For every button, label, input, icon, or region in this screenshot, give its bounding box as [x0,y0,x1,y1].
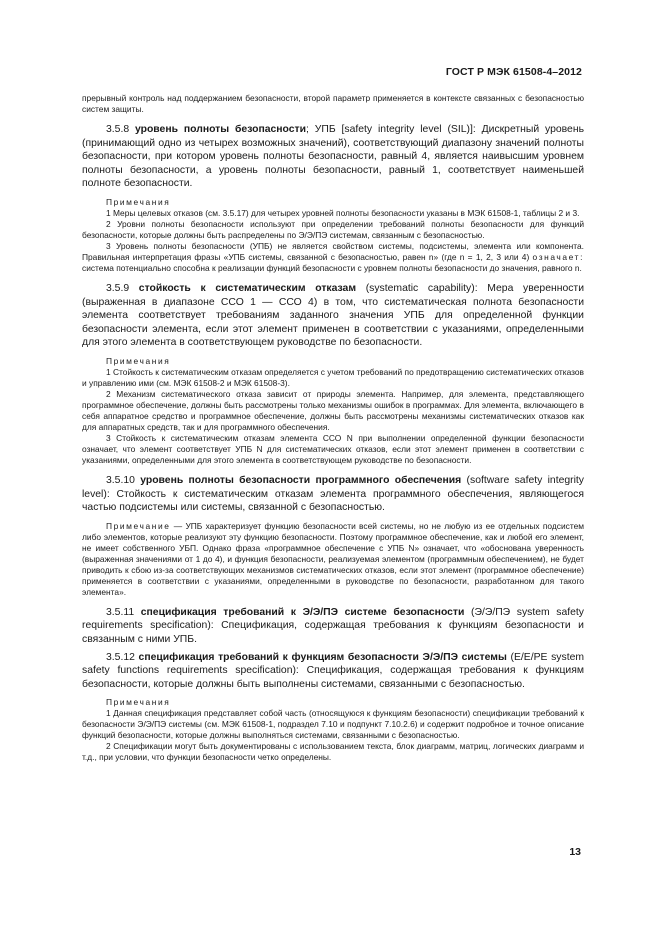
clause-3-5-8 [82,123,584,191]
clause-3-5-11 [82,606,584,647]
clause-term: уровень полноты безопасности [134,124,307,135]
note-item: 2 Механизм систематического отказа зависит от природы элемента. Например, для элемента, представляющего программное обеспечение, должны быть рассмотрены только механизмы ошибок в программах. Для элемента, включающего в себя аппаратное средство и программное обеспечение, должны быть рассмотрены механизмы систематических отказов как для аппаратных средств, так и для программного обеспечения. [82,388,584,432]
standard-header: ГОСТ Р МЭК 61508-4–2012 [445,66,582,78]
clause-definition: (Э/Э/ПЭ system safety requirements specification): Спецификация, содержащая требования к функциям безопасности и связанным с ними УПБ. [82,606,584,645]
note-text: 3 Уровень полноты безопасности (УПБ) не является свойством системы, подсистемы, элемента или компонента. Правильная интерпретация фразы «УПБ системы, связанной с безопасностью, равен n» (где n = 1, 2, 3 или 4) [82,240,584,262]
clause-definition: (systematic capability): Мера уверенности (выраженная в диапазоне ССО 1 — ССО 4) в том, что систематическая полнота безопасности элемента соответствует требованиям заданного значения УПБ для определенной функции безопасности элемента, если этот элемент применен в соответствии с указаниями, определенными для этого элемента в соответствующем руководстве по безопасности. [82,282,584,349]
note-item [82,241,584,274]
clause-number: 3.5.8 [106,124,135,135]
note-heading: Примечание [106,520,171,531]
note-item [82,521,584,598]
clause-term: стойкость к систематическим отказам [138,282,357,294]
notes-heading: Примечания [106,355,171,366]
clause-number: 3.5.10 [106,474,141,486]
clause-term: спецификация требований к функциям безопасности Э/Э/ПЭ системы [138,651,507,663]
clause-term: уровень полноты безопасности программного обеспечения [140,474,462,486]
continued-paragraph: прерывный контроль над поддержанием безопасности, второй параметр применяется в контексте связанных с безопасностью систем защиты. [82,93,584,114]
clause-term: спецификация требований к Э/Э/ПЭ системе безопасности [140,606,465,618]
note-item: 1 Данная спецификация представляет собой часть (относящуюся к функциям безопасности) спецификации требований к безопасности Э/Э/ПЭ системы (см. МЭК 61508-1, подраздел 7.10 и подпункт 7.10.2.6) и содержит подробное и точное описание функций безопасности, которые должны выполняться системами, связанными с безопасностью. [82,708,584,741]
clause-number: 3.5.11 [106,606,141,618]
note-item: 2 Уровни полноты безопасности используют при определении требований полноты безопасности для функций безопасности, которые должны быть распределены по Э/Э/ПЭ системам, связанным с безопасностью. [82,218,584,240]
clause-number: 3.5.9 [106,282,139,294]
note-text: система потенциально способна к реализации функций безопасности с уровнем полноты безопасности до значения, равного n. [82,262,582,273]
clause-number: 3.5.12 [106,651,139,663]
page-body [82,93,584,763]
clause-definition: ; УПБ [safety integrity level (SIL)]: Дискретный уровень (принимающий одно из четырех возможных значений), соответствующий диапазону значений полноты безопасности, при котором уровень полноты безопасности, равный 4, является наивысшим уровнем полноты безопасности, а уровень полноты безопасности, равный 1, соответствует наименьшей полноте безопасности. [82,124,584,190]
spaced-word: означает: [532,251,584,262]
note-item: 1 Меры целевых отказов (см. 3.5.17) для четырех уровней полноты безопасности указаны в МЭК 61508-1, таблицы 2 и 3. [106,207,580,218]
clause-definition: (software safety integrity level): Стойкость к систематическим отказам элемента программного обеспечения, являющегося частью подсистемы или системы, связанной с безопасностью. [82,474,584,514]
note-item: 2 Спецификации могут быть документированы с использованием текста, блок диаграмм, матриц, логических диаграмм и т.д., при условии, что функции безопасности четко определены. [82,741,584,763]
note-text: — УПБ характеризует функцию безопасности всей системы, но не любую из ее отдельных подсистем либо элементов, которые реализуют эту функцию безопасности. Поэтому программное обеспечение, как и любой его элемент, не имеет собственного УБП. Однако фраза «программное обеспечение с УПБ N» означает, что «обоснована уверенность (выраженная значениями от 1 до 4), и функция безопасности, реализуемая элементом (программным обеспечением), не будет приводить к сбою из-за соответствующих механизмов систематических отказов, если этот элемент (программное обеспечение) применяется в соответствии с указаниями, определенными в руководстве по безопасности, разработанном для такого элемента». [82,520,584,597]
page-number: 13 [569,846,581,858]
notes-heading: Примечания [106,697,171,708]
notes-heading: Примечания [106,196,171,207]
note-item: 3 Стойкость к систематическим отказам элемента ССО N при выполнении определенной функции безопасности означает, что элемент соответствует УПБ N для систематических отказов, если этот элемент применен в соответствии с указаниями, определенными для этого элемента в соответствующем руководстве по безопасности. [82,432,584,465]
clause-definition: (E/E/PE system safety functions requirements specification): Спецификация, содержащая требования к функциям безопасности, которые должны быть выполнены системами, связанными с безопасностью. [82,651,585,690]
clause-3-5-12 [82,651,584,692]
clause-3-5-10 [82,474,584,515]
note-item: 1 Стойкость к систематическим отказам определяется с учетом требований по предотвращению систематических отказов и управлению ими (см. МЭК 61508-2 и МЭК 61508-3). [82,366,584,388]
clause-3-5-9 [82,282,584,350]
